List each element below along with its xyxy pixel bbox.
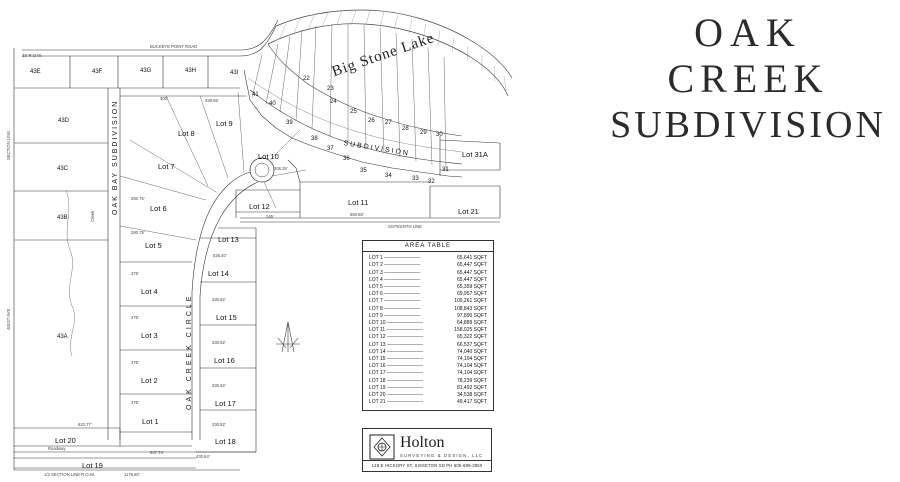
area-table-row <box>369 327 487 334</box>
dimension-label: 622.77' <box>78 422 92 427</box>
dimension-label: 330.82' <box>212 422 226 427</box>
area-table-leader: ———————— <box>383 255 420 262</box>
label-roadway: Roadway <box>48 446 66 451</box>
axis-label-sixteenth-line: SIXTEENTH LINE <box>388 224 422 229</box>
parcel-label: 43A <box>57 334 68 340</box>
lot-label: Lot 31A <box>462 150 488 159</box>
parcel-number-label: 33 <box>412 176 419 182</box>
area-table-row <box>369 334 487 341</box>
area-table-lot: LOT 17 <box>369 370 386 377</box>
lot-label: Lot 16 <box>214 356 235 365</box>
lot-label: Lot 18 <box>215 437 236 446</box>
area-table-leader: ———————— <box>383 269 420 276</box>
lake-label: Big Stone Lake <box>330 30 437 81</box>
axis-label-section-line: SECTION LINE <box>6 130 11 160</box>
area-table-leader: ———————— <box>386 392 423 399</box>
lot-label: Lot 11 <box>348 198 369 207</box>
area-table-area: 74,040 SQFT <box>456 348 487 355</box>
lot-label: Lot 21 <box>458 207 479 216</box>
area-table-row <box>369 270 487 277</box>
parcel-number-label: 39 <box>286 120 293 126</box>
area-table-area: 74,104 SQFT <box>456 363 487 370</box>
street-label-oak-creek-circle: OAK CREEK CIRCLE <box>186 293 193 410</box>
parcel-number-label: 27 <box>385 120 392 126</box>
dimension-label: 306.35' <box>274 166 288 171</box>
area-table-lot: LOT 9 <box>369 312 383 319</box>
parcel-label: 43F <box>92 69 103 75</box>
area-table-area: 65,359 SQFT <box>456 284 487 291</box>
lot-label: Lot 5 <box>145 241 162 250</box>
parcel-number-label: 36 <box>343 156 350 162</box>
area-table-row <box>369 255 487 262</box>
area-table-area: 66,537 SQFT <box>456 341 487 348</box>
area-table-leader: ———————— <box>386 356 423 363</box>
area-table-area: 65,447 SQFT <box>456 269 487 276</box>
lot-label: Lot 10 <box>258 152 279 161</box>
area-table-area: 74,104 SQFT <box>456 356 487 363</box>
dimension-label: 338.55' <box>205 98 219 103</box>
parcel-label: 43B <box>57 215 68 221</box>
lot-label: Lot 8 <box>178 129 195 138</box>
area-table-area: 65,447 SQFT <box>456 262 487 269</box>
parcel-label: 43D <box>58 118 70 124</box>
dimension-label: 660.68' <box>350 212 364 217</box>
area-table-leader: ———————— <box>386 320 423 327</box>
lot-label: Lot 1 <box>142 417 159 426</box>
lot-label: Lot 9 <box>216 119 233 128</box>
lot-label: Lot 13 <box>218 235 239 244</box>
street-label-oak-bay-subdivision: OAK BAY SUBDIVISION <box>112 99 119 215</box>
dimension-label: 526.40' <box>213 253 227 258</box>
area-table-area: 109,261 SQFT <box>454 298 487 305</box>
parcel-number-label: 35 <box>360 168 367 174</box>
lot-label: Lot 6 <box>150 204 167 213</box>
parcel-label: 43E <box>30 69 41 75</box>
area-table-row <box>369 385 487 392</box>
dimension-label: 330.82' <box>212 297 226 302</box>
area-table-lot: LOT 15 <box>369 356 386 363</box>
area-table-row <box>369 277 487 284</box>
area-table-area: 158,025 SQFT <box>454 327 487 334</box>
lot-label: Lot 20 <box>55 436 76 445</box>
area-table-lot: LOT 4 <box>369 276 383 283</box>
dimension-label: 847.74' <box>150 450 164 455</box>
parcel-label: 43I <box>230 70 239 76</box>
area-table-lot: LOT 6 <box>369 291 383 298</box>
lot-label: Lot 17 <box>215 399 236 408</box>
area-table-body <box>363 252 493 410</box>
parcel-label: 43G <box>140 68 152 74</box>
dimension-label: 1178.50' <box>124 472 140 477</box>
title-line-3: SUBDIVISION <box>610 104 886 146</box>
area-table-row <box>369 320 487 327</box>
parcel-label: 43C <box>57 166 69 172</box>
area-table-row <box>369 349 487 356</box>
parcel-number-label: 30 <box>436 132 443 138</box>
parcel-number-label: 23 <box>327 86 334 92</box>
lot-label: Lot 15 <box>216 313 237 322</box>
area-table-leader: ———————— <box>386 348 423 355</box>
area-table-row <box>369 356 487 363</box>
axis-label-481st-ave: 481ST AVE <box>6 308 11 330</box>
area-table-leader: ———————— <box>386 327 423 334</box>
lot-label: Lot 7 <box>158 162 175 171</box>
area-table-area: 108,843 SQFT <box>454 305 487 312</box>
parcel-number-label: 41 <box>252 92 259 98</box>
area-table-lot: LOT 10 <box>369 320 386 327</box>
parcel-number-label: 31 <box>442 167 449 173</box>
area-table-title: AREA TABLE <box>363 241 493 252</box>
area-table-area: 49,417 SQFT <box>456 399 487 406</box>
parcel-number-label: 22 <box>303 76 310 82</box>
parcel-number-label: 32 <box>428 179 435 185</box>
area-table-row <box>369 284 487 291</box>
holton-logo-icon <box>369 434 395 460</box>
area-table-area: 81,492 SQFT <box>456 384 487 391</box>
dimension-label: 280.75' <box>131 230 145 235</box>
lot-label: Lot 19 <box>82 461 103 470</box>
area-table-row <box>369 370 487 377</box>
area-table-row <box>369 262 487 269</box>
area-table-leader: ———————— <box>386 334 423 341</box>
parcel-number-label: 38 <box>311 136 318 142</box>
area-table-leader: ———————— <box>383 262 420 269</box>
area-table-area: 64,889 SQFT <box>456 320 487 327</box>
area-table-leader: ———————— <box>386 399 423 406</box>
dimension-label: 330.82' <box>212 340 226 345</box>
logo-address: 128 E HICKORY ST, SISSETON SD PH 605-698-3850 <box>363 460 491 468</box>
area-table-lot: LOT 11 <box>369 327 386 334</box>
parcel-number-label: 28 <box>402 126 409 132</box>
area-table-area: 65,447 SQFT <box>456 276 487 283</box>
dimension-label: 275' <box>131 315 139 320</box>
area-table-leader: ———————— <box>383 291 420 298</box>
area-table-row <box>369 291 487 298</box>
area-table-row <box>369 342 487 349</box>
area-table-leader: ———————— <box>383 305 420 312</box>
area-table-leader: ———————— <box>383 312 420 319</box>
area-table-leader: ———————— <box>386 370 423 377</box>
subdivision-curve-text: SUBDIVISION <box>342 140 411 158</box>
area-table-lot: LOT 3 <box>369 269 383 276</box>
parcel-number-label: 37 <box>327 146 334 152</box>
area-table-area: 65,641 SQFT <box>456 255 487 262</box>
area-table-row <box>369 313 487 320</box>
area-table-leader: ———————— <box>383 284 420 291</box>
parcel-number-label: 34 <box>385 173 392 179</box>
dimension-label: 245' <box>266 214 274 219</box>
area-table-leader: ———————— <box>386 363 423 370</box>
area-table-area: 34,538 SQFT <box>456 392 487 399</box>
area-table-row <box>369 306 487 313</box>
area-table-leader: ———————— <box>383 276 420 283</box>
lot-label: Lot 2 <box>141 376 158 385</box>
area-table-lot: LOT 8 <box>369 305 383 312</box>
parcel-number-label: 29 <box>420 130 427 136</box>
street-label-buckeye-point-road: BUCKEYE POINT ROAD <box>150 44 198 49</box>
lot-label: Lot 3 <box>141 331 158 340</box>
area-table-area: 78,239 SQFT <box>456 377 487 384</box>
area-table-row <box>369 378 487 385</box>
title-line-2: CREEK <box>667 56 829 101</box>
parcel-number-label: 24 <box>330 99 337 105</box>
parcel-label: 43H <box>185 68 197 74</box>
lot-label: Lot 12 <box>249 202 270 211</box>
dimension-label: 275' <box>131 271 139 276</box>
area-table-lot: LOT 20 <box>369 392 386 399</box>
logo-company-name: Holton <box>400 434 445 451</box>
area-table-lot: LOT 2 <box>369 262 383 269</box>
area-table-lot: LOT 5 <box>369 284 383 291</box>
dimension-label: 260.75' <box>131 196 145 201</box>
title-line-1: OAK <box>694 10 802 55</box>
area-table-lot: LOT 13 <box>369 341 386 348</box>
area-table-lot: LOT 16 <box>369 363 386 370</box>
title-block <box>600 10 896 148</box>
lot-label: Lot 14 <box>208 269 229 278</box>
area-table-row <box>369 298 487 305</box>
parcel-number-label: 40 <box>269 101 276 107</box>
parcel-number-label: 26 <box>368 118 375 124</box>
label-creek: Creek <box>90 210 95 222</box>
area-table-lot: LOT 18 <box>369 377 386 384</box>
area-table-leader: ———————— <box>386 384 423 391</box>
surveyor-logo-block <box>362 428 492 472</box>
dimension-label: 330.82' <box>212 383 226 388</box>
logo-company-subtitle: SURVEYING & DESIGN, LLC <box>400 453 484 458</box>
area-table-lot: LOT 12 <box>369 334 386 341</box>
area-table-leader: ———————— <box>383 298 420 305</box>
area-table-area: 65,322 SQFT <box>456 334 487 341</box>
area-table-leader: ———————— <box>386 341 423 348</box>
area-table-lot: LOT 14 <box>369 348 386 355</box>
area-table-lot: LOT 21 <box>369 399 386 406</box>
lot-label: Lot 4 <box>141 287 158 296</box>
area-table-area: 74,104 SQFT <box>456 370 487 377</box>
dimension-label: 275' <box>131 360 139 365</box>
area-table-area: 69,957 SQFT <box>456 291 487 298</box>
area-table-leader: ———————— <box>386 377 423 384</box>
area-table-row <box>369 363 487 370</box>
dimension-label: 33' R.O.W. <box>22 53 43 58</box>
area-table-row <box>369 399 487 406</box>
axis-label-half-section-line: 1/2 SECTION LINE R.O.W. <box>44 472 95 477</box>
dimension-label: 430.64' <box>196 454 210 459</box>
area-table-row <box>369 392 487 399</box>
dimension-label: 300' <box>160 96 168 101</box>
area-table <box>362 240 494 411</box>
area-table-lot: LOT 1 <box>369 255 383 262</box>
dimension-label: 275' <box>131 400 139 405</box>
area-table-lot: LOT 19 <box>369 384 386 391</box>
parcel-number-label: 25 <box>350 109 357 115</box>
area-table-area: 97,890 SQFT <box>456 312 487 319</box>
area-table-lot: LOT 7 <box>369 298 383 305</box>
